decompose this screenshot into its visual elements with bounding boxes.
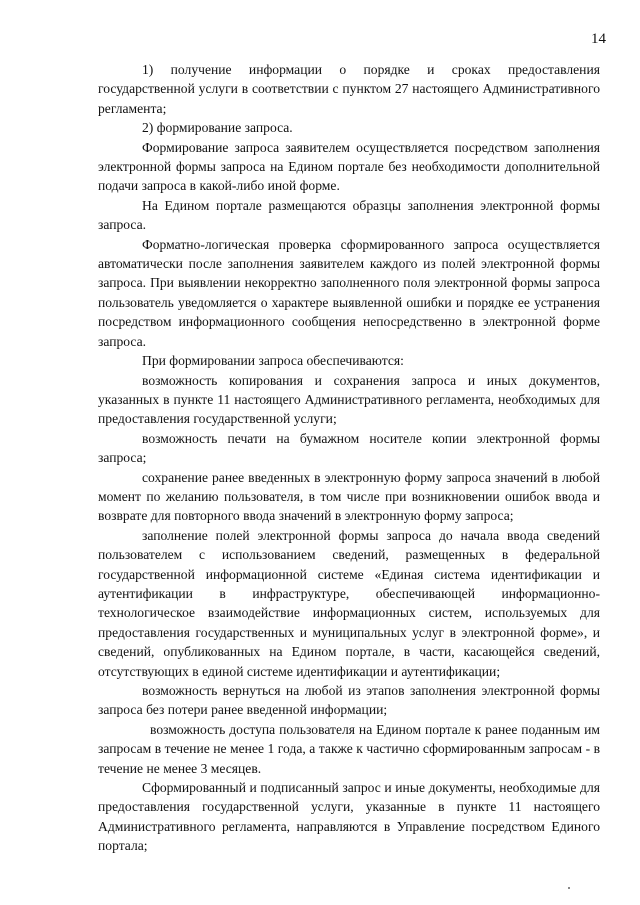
paragraph-10: заполнение полей электронной формы запроса до начала ввода сведений пользователем с использованием сведений, размещенных в федеральной государственной информационной системе «Единая система идентификации и аутентификации в инфраструктуре, обеспечивающей информационно-технологическое взаимодействие информационных систем, используемых для предоставления государственных и муниципальных услуг в электронной форме», и сведений, опубликованных на Едином портале, в части, касающейся сведений, отсутствующих в единой системе идентификации и аутентификации;	[98, 527, 600, 679]
paragraph-12: возможность доступа пользователя на Едином портале к ранее поданным им запросам в течение не менее 1 года, а также к частично сформированным запросам - в течение не менее 3 месяцев.	[98, 721, 600, 776]
paragraph-6: При формировании запроса обеспечиваются:	[142, 353, 404, 369]
paragraph-13: Сформированный и подписанный запрос и иные документы, необходимые для предоставления государственной услуги, указанные в пункте 11 настоящего Административного регламента, направляются в Управление посредством Единого портала;	[98, 780, 600, 854]
paragraph-11: возможность вернуться на любой из этапов заполнения электронной формы запроса без потери ранее введенной информации;	[98, 683, 600, 718]
paragraph-7: возможность копирования и сохранения запроса и иных документов, указанных в пункте 11 настоящего Административного регламента, необходимых для предоставления государственной услуги;	[98, 372, 600, 427]
page-number: 14	[591, 31, 606, 47]
paragraph-9: сохранение ранее введенных в электронную форму запроса значений в любой момент по желанию пользователя, в том числе при возникновении ошибок ввода и возврате для повторного ввода значений в электронную форму запроса;	[98, 469, 600, 524]
paragraph-8: возможность печати на бумажном носителе копии электронной формы запроса;	[98, 430, 600, 466]
scan-speck	[568, 887, 570, 889]
paragraph-2: 2) формирование запроса.	[142, 120, 293, 136]
paragraph-3: Формирование запроса заявителем осуществляется посредством заполнения электронной формы запроса на Едином портале без необходимости дополнительной подачи запроса в какой-либо иной форме.	[98, 139, 600, 194]
paragraph-5: Форматно-логическая проверка сформированного запроса осуществляется автоматически после заполнения заявителем каждого из полей электронной формы запроса. При выявлении некорректно заполненного поля электронной формы запроса пользователь уведомляется о характере выявленной ошибки и порядке ее устранения посредством информационного сообщения непосредственно в электронной форме запроса.	[98, 236, 600, 349]
paragraph-1: 1) получение информации о порядке и сроках предоставления государственной услуги в соответствии с пунктом 27 настоящего Административного регламента;	[98, 62, 600, 116]
paragraph-4: На Едином портале размещаются образцы заполнения электронной формы запроса.	[98, 197, 600, 233]
document-body	[98, 60, 600, 856]
